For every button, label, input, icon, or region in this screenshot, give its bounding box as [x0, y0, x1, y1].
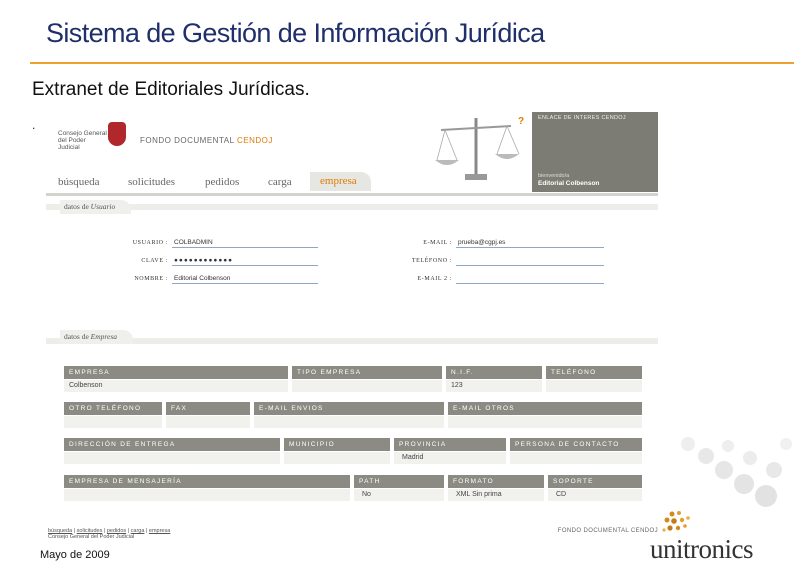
- formato-value: XML Sin prima: [448, 489, 544, 501]
- bullet-marker: .: [32, 118, 36, 132]
- tab-empresa[interactable]: empresa: [310, 172, 371, 191]
- fax-value: [166, 416, 250, 428]
- help-button[interactable]: ?: [517, 116, 525, 127]
- footer-org: Consejo General del Poder Judicial: [48, 534, 135, 540]
- clave-label: CLAVE :: [141, 258, 168, 264]
- telefono-label: TELÉFONO :: [411, 258, 452, 264]
- tab-pedidos[interactable]: pedidos: [205, 176, 240, 188]
- municipio-value: [284, 452, 390, 464]
- telefono-emp-label: TELÉFONO: [546, 366, 642, 379]
- soporte-value: CD: [548, 489, 642, 501]
- slide-subtitle: Extranet de Editoriales Jurídicas.: [32, 79, 310, 100]
- mensajeria-value: [64, 489, 350, 501]
- org-name: Consejo General del Poder Judicial: [58, 130, 107, 151]
- app-header: [46, 112, 436, 168]
- footer-link-busqueda[interactable]: búsqueda: [48, 528, 73, 534]
- path-label: PATH: [354, 475, 444, 488]
- municipio-label: MUNICIPIO: [284, 438, 390, 451]
- usuario-label: USUARIO :: [132, 240, 168, 246]
- email2-field[interactable]: [456, 275, 604, 284]
- tipo-empresa-value: [292, 380, 442, 392]
- clave-field[interactable]: ●●●●●●●●●●●●: [172, 257, 318, 266]
- welcome-text: bienvenido/a: [538, 173, 570, 179]
- contacto-label: PERSONA DE CONTACTO: [510, 438, 642, 451]
- email-field[interactable]: prueba@cgpj.es: [456, 239, 604, 248]
- tab-busqueda[interactable]: búsqueda: [58, 176, 100, 188]
- direccion-value: [64, 452, 280, 464]
- usuario-field[interactable]: COLBADMIN: [172, 239, 318, 248]
- footer-link-empresa[interactable]: empresa: [148, 528, 171, 534]
- cgpj-crest-icon: [108, 122, 126, 146]
- nif-label: N.I.F.: [446, 366, 542, 379]
- empresa-value: Colbenson: [64, 380, 288, 392]
- email-otros-label: E-MAIL OTROS: [448, 402, 642, 415]
- company-logo: unitronics: [650, 534, 753, 564]
- decorative-dots: [628, 436, 794, 536]
- telefono-field[interactable]: [456, 257, 604, 266]
- email-envios-value: [254, 416, 444, 428]
- soporte-label: SOPORTE: [548, 475, 642, 488]
- slide-title: Sistema de Gestión de Información Jurídica: [46, 18, 545, 48]
- path-value: No: [354, 489, 444, 501]
- brand-accent: CENDOJ: [236, 136, 273, 145]
- nombre-label: NOMBRE :: [134, 276, 168, 282]
- empresa-section-title: datos de Empresa: [60, 330, 133, 344]
- email2-label: E-MAIL 2 :: [417, 276, 452, 282]
- email-label: E-MAIL :: [423, 240, 452, 246]
- tipo-empresa-label: TIPO EMPRESA: [292, 366, 442, 379]
- usuario-section-band: [46, 204, 658, 210]
- provincia-value: Madrid: [394, 452, 506, 464]
- mensajeria-label: EMPRESA DE MENSAJERÍA: [64, 475, 350, 488]
- empresa-section-band: [46, 338, 658, 344]
- footer-link-solicitudes[interactable]: solicitudes: [76, 528, 103, 534]
- nif-value: 123: [446, 380, 542, 392]
- footer-brand: FONDO DOCUMENTAL CENDOJ: [557, 528, 658, 534]
- brand-logo[interactable]: [140, 136, 273, 145]
- usuario-section-title: datos de Usuario: [60, 200, 131, 214]
- nombre-field[interactable]: Editorial Colbenson: [172, 275, 318, 284]
- slide-date: Mayo de 2009: [40, 549, 110, 561]
- otro-telefono-label: OTRO TELÉFONO: [64, 402, 162, 415]
- interest-link[interactable]: ENLACE DE INTERES CENDOJ: [538, 115, 626, 121]
- formato-label: FORMATO: [448, 475, 544, 488]
- fax-label: FAX: [166, 402, 250, 415]
- user-panel: [532, 112, 658, 192]
- tab-carga[interactable]: carga: [268, 176, 292, 188]
- contacto-value: [510, 452, 642, 464]
- tab-bar-underline: [46, 193, 658, 196]
- brand-text: FONDO DOCUMENTAL: [140, 136, 235, 145]
- footer-nav: búsqueda | solicitudes | pedidos | carga | empresa Consejo General del Poder Judicial: [48, 528, 171, 540]
- title-divider: [30, 62, 794, 64]
- telefono-emp-value: [546, 380, 642, 392]
- otro-telefono-value: [64, 416, 162, 428]
- provincia-label: PROVINCIA: [394, 438, 506, 451]
- empresa-label: EMPRESA: [64, 366, 288, 379]
- user-name: Editorial Colbenson: [538, 180, 600, 187]
- direccion-label: DIRECCIÓN DE ENTREGA: [64, 438, 280, 451]
- tab-solicitudes[interactable]: solicitudes: [128, 176, 176, 188]
- email-otros-value: [448, 416, 642, 428]
- email-envios-label: E-MAIL ENVIOS: [254, 402, 444, 415]
- main-tabs: [46, 172, 532, 194]
- footer-link-carga[interactable]: carga: [130, 528, 145, 534]
- extranet-screenshot: [46, 112, 658, 540]
- footer-link-pedidos[interactable]: pedidos: [106, 528, 127, 534]
